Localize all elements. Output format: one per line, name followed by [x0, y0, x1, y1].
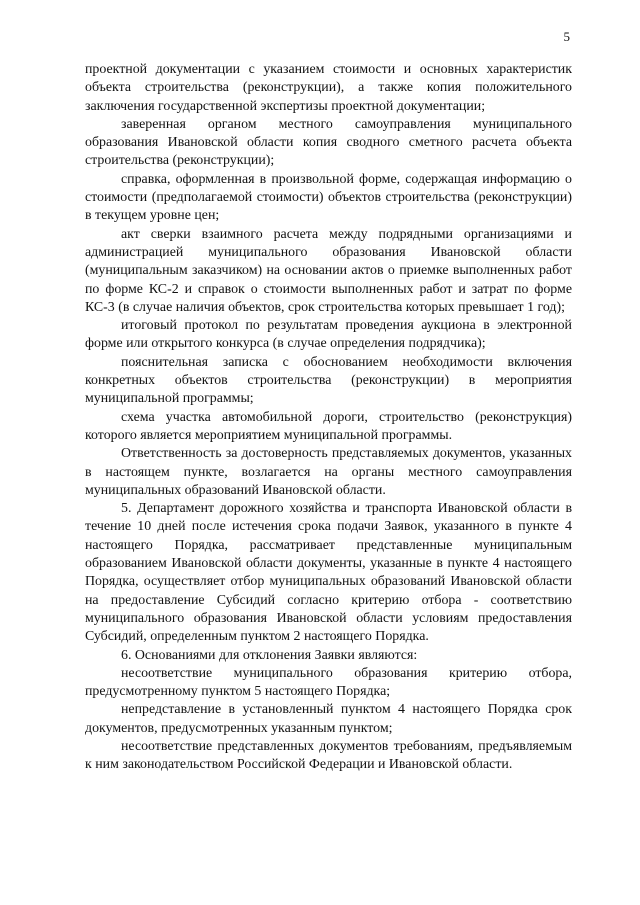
paragraph-section-5: 5. Департамент дорожного хозяйства и транспорта Ивановской области в течение 10 дней после истечения срока подачи Заявок, указанного в пункте 4 настоящего Порядка, рассматривает представленные муниципальным образованием Ивановской области документы, указанные в пункте 4 настоящего Порядка, осуществляет отбор муниципальных образований Ивановской области на предоставление Субсидий согласно критерию отбора - соответствию муниципального образования Ивановской области условиям предоставления Субсидий, определенным пунктом 2 настоящего Порядка.	[85, 501, 572, 645]
paragraph-section-6-heading: 6. Основаниями для отклонения Заявки являются:	[121, 647, 418, 663]
paragraph-auction-protocol: итоговый протокол по результатам проведения аукциона в электронной форме или открытого конкурса (в случае определения подрядчика);	[85, 318, 572, 352]
paragraph-reconciliation-act: акт сверки взаимного расчета между подрядными организациями и администрацией муниципального образования Ивановской области (муниципальным заказчиком) на основании актов о приемке выполненных работ по форме КС-2 и справок о стоимости выполненных работ и затрат по форме КС-3 (в случае наличия объектов, срок строительства которых превышает 1 год);	[85, 226, 572, 315]
paragraph-rejection-requirements: несоответствие представленных документов требованиям, предъявляемым к ним законодательством Российской Федерации и Ивановской области.	[85, 738, 572, 773]
paragraph-explanatory-note: пояснительная записка с обоснованием необходимости включения конкретных объектов строительства (реконструкции) в мероприятия муниципальной программы;	[85, 354, 572, 407]
paragraph-estimate-copy: заверенная органом местного самоуправления муниципального образования Ивановской области копия сводного сметного расчета объекта строительства (реконструкции);	[85, 116, 572, 169]
paragraph-cost-certificate: справка, оформленная в произвольной форме, содержащая информацию о стоимости (предполагаемой стоимости) объектов строительства (реконструкции) в текущем уровне цен;	[85, 171, 572, 224]
page-number: 5	[563, 29, 570, 44]
paragraph-road-scheme: схема участка автомобильной дороги, строительство (реконструкция) которого является мероприятием муниципальной программы.	[85, 409, 572, 443]
paragraph-rejection-deadline: непредставление в установленный пунктом 4 настоящего Порядка срок документов, предусмотренных указанным пунктом;	[85, 702, 572, 736]
paragraph-rejection-criterion: несоответствие муниципального образования критерию отбора, предусмотренному пунктом 5 настоящего Порядка;	[85, 665, 572, 700]
paragraph-project-documentation: проектной документации с указанием стоимости и основных характеристик объекта строительства (реконструкции), а также копия положительного заключения государственной экспертизы проектной документации;	[85, 62, 572, 114]
document-body	[85, 61, 572, 775]
paragraph-responsibility: Ответственность за достоверность представляемых документов, указанных в настоящем пункте, возлагается на органы местного самоуправления муниципальных образований Ивановской области.	[85, 446, 572, 498]
